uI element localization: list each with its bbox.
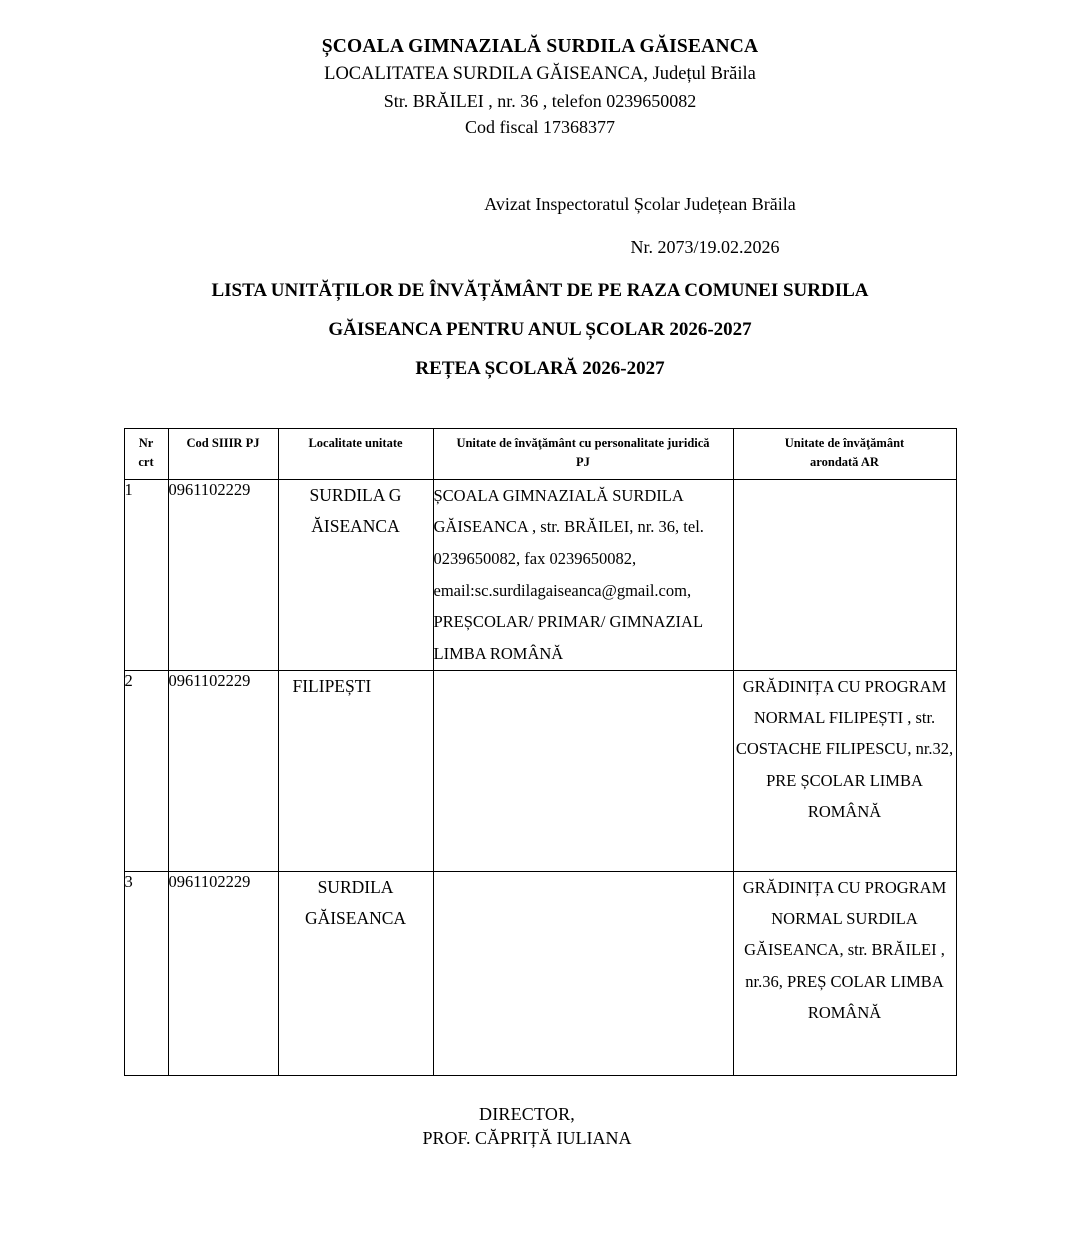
school-address: Str. BRĂILEI , nr. 36 , telefon 0239650082 (383, 91, 697, 111)
cell-locality: FILIPEȘTI (278, 670, 433, 871)
signature-block (60, 1102, 1020, 1151)
column-header-ar (733, 429, 956, 480)
cell-pj-unit: ȘCOALA GIMNAZIALĂ SURDILA GĂISEANCA , str. BRĂILEI, nr. 36, tel. 0239650082, fax 0239650082, email:sc.surdilagaiseanca@gmail.com, PREȘCOLAR/ PRIMAR/ GIMNAZIAL LIMBA ROMÂNĂ (433, 479, 733, 670)
cell-ar-unit: GRĂDINIȚA CU PROGRAM NORMAL FILIPEȘTI , str. COSTACHE FILIPESCU, nr.32, PRE ȘCOLAR LIMBA ROMÂNĂ (733, 670, 956, 871)
column-header-nr (124, 429, 168, 480)
approval-number: Nr. 2073/19.02.2026 (630, 237, 780, 257)
cell-pj-unit (433, 670, 733, 871)
column-header-nr-line1: Nr (138, 436, 154, 450)
approval-authority: Avizat Inspectoratul Școlar Județean Brăila (484, 194, 796, 214)
column-header-ar-line1: Unitate de învăţământ (784, 436, 905, 450)
cell-siiir: 0961102229 (168, 670, 278, 871)
cell-nr: 2 (124, 670, 168, 871)
page-title-line-1: LISTA UNITĂȚILOR DE ÎNVĂȚĂMÂNT DE PE RAZA COMUNEI SURDILA (211, 280, 869, 301)
column-header-locality: Localitate unitate (278, 429, 433, 480)
school-network-table (124, 428, 957, 1076)
signature-role: DIRECTOR, (479, 1103, 575, 1124)
column-header-pj-line2: PJ (576, 455, 590, 470)
cell-nr: 3 (124, 871, 168, 1075)
cell-locality: SURDILA GĂISEANCA (278, 871, 433, 1075)
cell-siiir: 0961102229 (168, 871, 278, 1075)
column-header-pj (433, 429, 733, 480)
cell-pj-unit (433, 871, 733, 1075)
column-header-pj-line1: Unitate de învăţământ cu personalitate juridică (456, 436, 710, 450)
cell-siiir: 0961102229 (168, 479, 278, 670)
signature-name: PROF. CĂPRIȚĂ IULIANA (422, 1128, 632, 1149)
table-row (124, 871, 956, 1075)
cell-ar-unit (733, 479, 956, 670)
table-row (124, 479, 956, 670)
cell-ar-unit: GRĂDINIȚA CU PROGRAM NORMAL SURDILA GĂISEANCA, str. BRĂILEI , nr.36, PREȘ COLAR LIMBA ROMÂNĂ (733, 871, 956, 1075)
cell-locality: SURDILA G ĂISEANCA (278, 479, 433, 670)
table-row (124, 670, 956, 871)
school-name: ȘCOALA GIMNAZIALĂ SURDILA GĂISEANCA (321, 36, 759, 57)
page-title-line-3: REȚEA ȘCOLARĂ 2026-2027 (415, 358, 665, 379)
column-header-ar-line2: arondată AR (810, 455, 879, 470)
column-header-siiir: Cod SIIIR PJ (168, 429, 278, 480)
page-title-line-2: GĂISEANCA PENTRU ANUL ȘCOLAR 2026-2027 (328, 319, 752, 340)
cell-nr: 1 (124, 479, 168, 670)
school-fiscal-code: Cod fiscal 17368377 (465, 117, 615, 137)
table-header-row (124, 429, 956, 480)
school-locality: LOCALITATEA SURDILA GĂISEANCA, Județul Brăila (324, 64, 756, 84)
column-header-nr-line2: crt (138, 455, 154, 470)
letterhead (60, 36, 1020, 138)
page-title (60, 280, 1020, 380)
